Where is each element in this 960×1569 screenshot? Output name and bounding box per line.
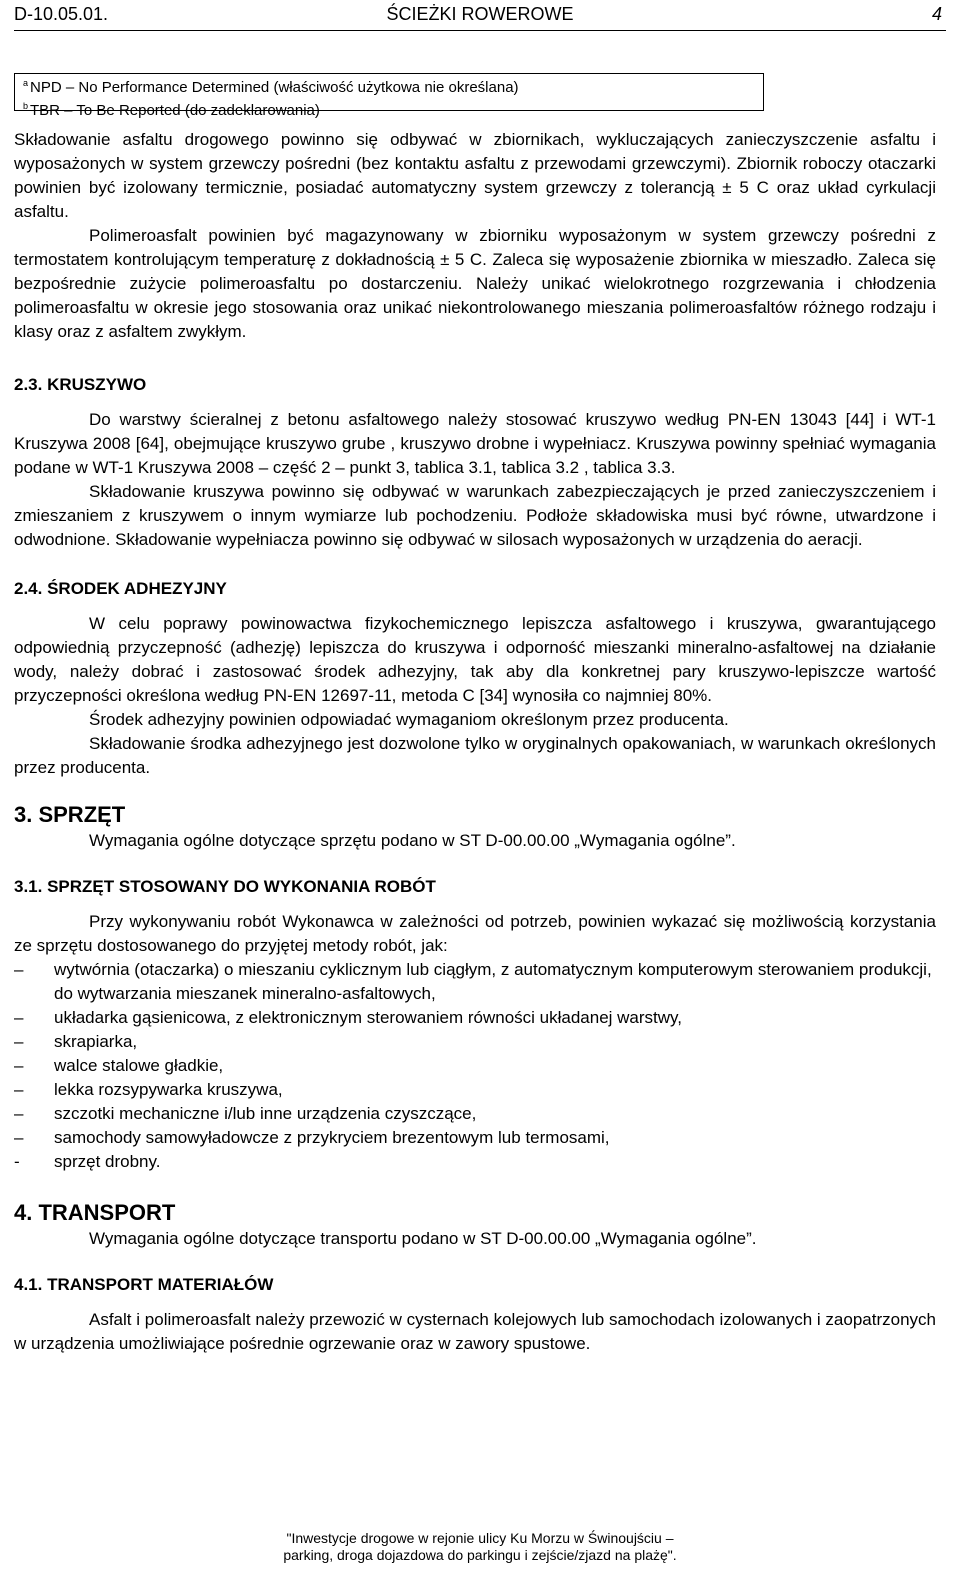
list-marker: – <box>14 1056 24 1075</box>
footnote-b-marker: b <box>23 101 29 111</box>
heading-2-3: 2.3. KRUSZYWO <box>14 375 147 394</box>
paragraph-polymer-asphalt: Polimeroasfalt powinien być magazynowany w zbiorniku wyposażonym w system grzewczy pośredni z termostatem kontrolującym temperaturę z dokładnością ± 5 C. Zaleca się wyposażenie zbiornika w mieszadło. Zaleca się bezpośrednie zużycie polimeroasfaltu po dostarczeniu. Należy unikać wielokrotnego rozgrzewania i chłodzenia polimeroasfaltu w okresie jego stosowania oraz unikać niekontrolowanego mieszania polimeroasfaltów różnego rodzaju i klasy oraz z asfaltem zwykłym. <box>14 226 936 341</box>
paragraph-adhesive-requirements: Środek adhezyjny powinien odpowiadać wymaganiom określonym przez producenta. <box>89 710 729 729</box>
spec-title: ŚCIEŻKI ROWEROWE <box>386 4 574 24</box>
paragraph-aggregate: Do warstwy ścieralnej z betonu asfaltowego należy stosować kruszywo według PN-EN 13043 [44] i WT-1 Kruszywa 2008 [64], obejmujące kruszywo grube , kruszywo drobne i wypełniacz. Kruszywa powinny spełniać wymagania podane w WT-1 Kruszywa 2008 – część 2 – punkt 3, tablica 3.1, tablica 3.2 , tablica 3.3. <box>14 410 936 477</box>
paragraph-material-transport: Asfalt i polimeroasfalt należy przewozić w cysternach kolejowych lub samochodach izolowanych i zaopatrzonych w urządzenia umożliwiające pośrednie ogrzewanie oraz w zawory spustowe. <box>14 1310 936 1353</box>
list-item-text: samochody samowyładowcze z przykryciem brezentowym lub termosami, <box>54 1128 610 1147</box>
list-item-text: lekka rozsypywarka kruszywa, <box>54 1080 283 1099</box>
footer-line-2: parking, droga dojazdowa do parkingu i zejście/zjazd na plażę". <box>283 1547 677 1563</box>
list-marker: – <box>14 960 24 979</box>
page-header <box>14 0 946 31</box>
list-item <box>14 1102 936 1126</box>
heading-3: 3. SPRZĘT <box>14 802 126 827</box>
heading-4-1: 4.1. TRANSPORT MATERIAŁÓW <box>14 1275 274 1294</box>
list-marker: – <box>14 1128 24 1147</box>
list-item <box>14 1126 936 1150</box>
footnote-b-text: TBR – To Be Reported (do zadeklarowania) <box>30 102 320 119</box>
paragraph-aggregate-storage: Składowanie kruszywa powinno się odbywać w warunkach zabezpieczających je przed zanieczyszczeniem i zmieszaniem z kruszywem o innym wymiarze lub pochodzeniu. Podłoże składowiska musi być równe, utwardzone i odwodnione. Składowanie wypełniacza powinno się odbywać w silosach wyposażonych w urządzenia do aeracji. <box>14 482 936 549</box>
footnote-a <box>23 74 755 97</box>
paragraph-adhesive: W celu poprawy powinowactwa fizykochemicznego lepiszcza asfaltowego i kruszywa, gwarantującego odpowiednią przyczepność (adhezję) lepiszcza do kruszywa i odporność mieszanki mineralno-asfaltowej na działanie wody, należy dobrać i zastosować środek adhezyjny, tak aby dla konkretnej pary kruszywo-lepiszcze wartość przyczepności określona według PN-EN 12697-11, metoda C [34] wynosiła co najmniej 80%. <box>14 614 936 705</box>
heading-4: 4. TRANSPORT <box>14 1200 176 1225</box>
document-body <box>14 128 936 1356</box>
paragraph-asphalt-storage: Składowanie asfaltu drogowego powinno się odbywać w zbiornikach, wykluczających zanieczyszczenie asfaltu i wyposażonych w system grzewczy pośredni (bez kontaktu asfaltu z przewodami grzewczymi). Zbiornik roboczy otaczarki powinien być izolowany termicznie, posiadać automatyczny system grzewczy z tolerancją ± 5 C oraz układ cyrkulacji asfaltu. <box>14 130 936 221</box>
list-item <box>14 1150 936 1174</box>
equipment-list <box>14 958 936 1174</box>
paragraph-adhesive-storage: Składowanie środka adhezyjnego jest dozwolone tylko w oryginalnych opakowaniach, w warunkach określonych przez producenta. <box>14 734 936 777</box>
list-item-text: walce stalowe gładkie, <box>54 1056 224 1075</box>
footer-line-1: "Inwestycje drogowe w rejonie ulicy Ku Morzu w Świnoujściu – <box>286 1530 674 1546</box>
footnote-a-text: NPD – No Performance Determined (właściwość użytkowa nie określana) <box>30 79 519 96</box>
heading-3-1: 3.1. SPRZĘT STOSOWANY DO WYKONANIA ROBÓT <box>14 877 436 896</box>
list-item <box>14 1078 936 1102</box>
page-number: 4 <box>931 4 942 24</box>
list-marker: – <box>14 1008 24 1027</box>
list-item-text: wytwórnia (otaczarka) o mieszaniu cyklicznym lub ciągłym, z automatycznym komputerowym sterowaniem produkcji, do wytwarzania mieszanek mineralno-asfaltowych, <box>54 960 932 1003</box>
spec-code: D-10.05.01. <box>14 4 109 24</box>
footnote-box <box>14 73 764 119</box>
list-item <box>14 1006 936 1030</box>
heading-2-4: 2.4. ŚRODEK ADHEZYJNY <box>14 579 227 598</box>
list-marker: – <box>14 1032 24 1051</box>
paragraph-transport-general: Wymagania ogólne dotyczące transportu podano w ST D-00.00.00 „Wymagania ogólne”. <box>89 1229 757 1248</box>
footnote-b <box>23 97 755 120</box>
paragraph-equipment-intro: Przy wykonywaniu robót Wykonawca w zależności od potrzeb, powinien wykazać się możliwością korzystania ze sprzętu dostosowanego do przyjętej metody robót, jak: <box>14 912 936 955</box>
list-item-text: sprzęt drobny. <box>54 1152 161 1171</box>
paragraph-equipment-general: Wymagania ogólne dotyczące sprzętu podano w ST D-00.00.00 „Wymagania ogólne”. <box>89 831 736 850</box>
list-item-text: układarka gąsienicowa, z elektronicznym sterowaniem równości układanej warstwy, <box>54 1008 683 1027</box>
page-footer <box>0 1530 960 1564</box>
list-item <box>14 958 936 1006</box>
footnote-a-marker: a <box>23 78 29 88</box>
list-item-text: skrapiarka, <box>54 1032 138 1051</box>
list-marker: – <box>14 1080 24 1099</box>
list-item <box>14 1054 936 1078</box>
list-marker: - <box>14 1152 20 1171</box>
list-item <box>14 1030 936 1054</box>
list-item-text: szczotki mechaniczne i/lub inne urządzenia czyszczące, <box>54 1104 477 1123</box>
list-marker: – <box>14 1104 24 1123</box>
